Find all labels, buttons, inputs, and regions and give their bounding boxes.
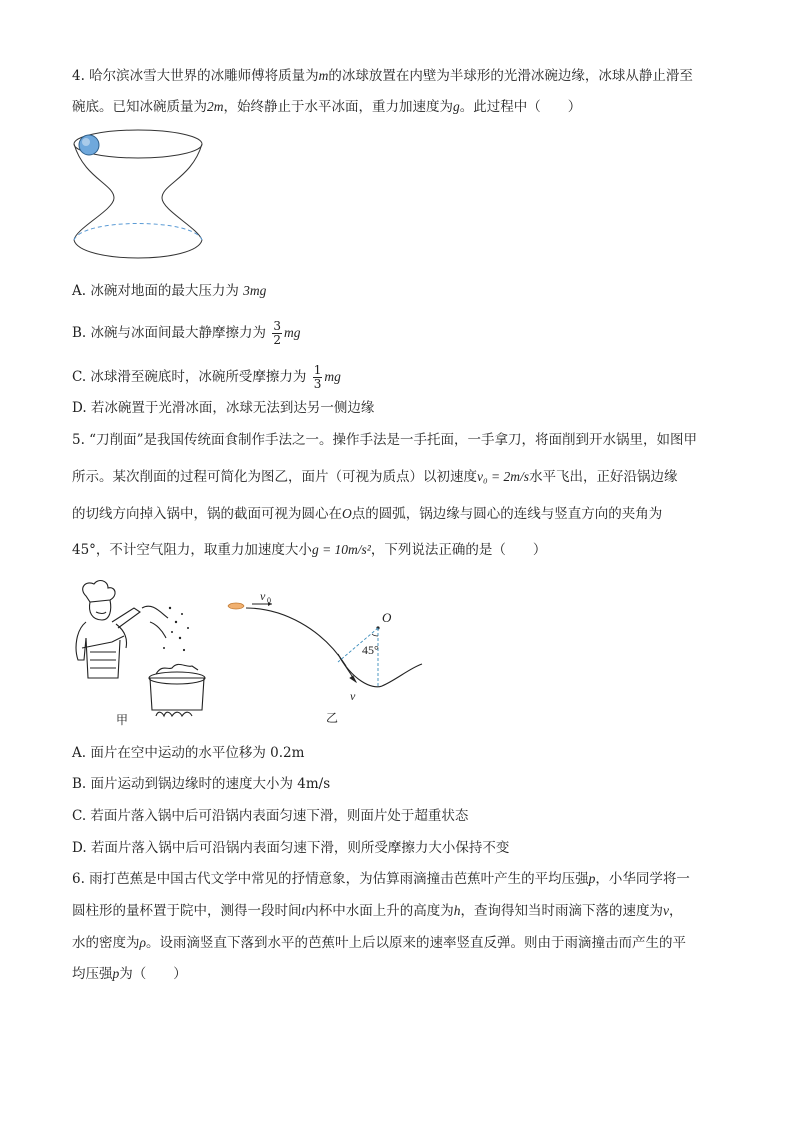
chef-face xyxy=(90,600,111,620)
q4-var-m: m xyxy=(318,68,329,83)
v-label: v xyxy=(350,689,356,703)
option-unit: mg xyxy=(283,325,301,340)
q6-var-t: t xyxy=(301,903,306,918)
q5-option-b[interactable] xyxy=(72,774,330,794)
q6-text: 内杯中水面上升的高度为 xyxy=(305,903,454,919)
figure-label-jia: 甲 xyxy=(116,713,129,727)
q4-text: ，始终静止于水平冰面，重力加速度为 xyxy=(223,99,453,115)
q5-g: g = 10m/s² xyxy=(311,542,371,557)
chef-body xyxy=(76,622,126,678)
option-text: C. 若面片落入锅中后可沿锅内表面匀速下滑，则面片处于超重状态 xyxy=(72,808,469,824)
fraction-numerator: 1 xyxy=(313,363,322,377)
q4-mass: 2m xyxy=(207,99,224,114)
q6-text: 水的密度为 xyxy=(72,935,140,951)
q6-text: 。设雨滴竖直下落到水平的芭蕉叶上后以原来的速率竖直反弹。则由于雨滴撞击而产生的平 xyxy=(145,935,686,951)
fraction-denominator: 3 xyxy=(313,377,322,391)
q4-line2 xyxy=(72,97,581,117)
q5-v0: v₀ = 2m/s xyxy=(477,469,530,484)
q5-line2 xyxy=(72,467,678,487)
q5-text: 5. “刀削面”是我国传统面食制作手法之一。操作手法是一手托面，一手拿刀，将面削到开水锅里，如图甲 xyxy=(72,432,697,448)
chef-figure xyxy=(72,578,222,728)
option-expr: 3mg xyxy=(243,283,267,298)
q6-var-h: h xyxy=(453,903,461,918)
figure-label-yi: 乙 xyxy=(326,711,339,725)
q5-option-c[interactable] xyxy=(72,806,468,826)
q4-text: 的冰球放置在内壁为半球形的光滑冰碗边缘，冰球从静止滑至 xyxy=(328,68,693,84)
q6-var-p: p xyxy=(588,871,596,886)
bowl-base-front xyxy=(74,240,202,258)
q5-text: 所示。某次削面的过程可简化为图乙，面片（可视为质点）以初速度 xyxy=(72,469,477,485)
q6-text: 圆柱形的量杯置于院中，测得一段时间 xyxy=(72,903,302,919)
flames xyxy=(156,712,192,716)
q6-line3 xyxy=(72,933,686,953)
fraction-numerator: 3 xyxy=(273,319,281,333)
option-text: D. 若面片落入锅中后可沿锅内表面匀速下滑，则所受摩擦力大小保持不变 xyxy=(72,840,510,856)
q6-text: 6. 雨打芭蕉是中国古代文学中常见的抒情意象，为估算雨滴撞击芭蕉叶产生的平均压强 xyxy=(72,871,589,887)
q6-text: 为（ ） xyxy=(119,966,187,982)
q6-var-p: p xyxy=(112,966,120,981)
v0-label: v xyxy=(260,589,266,603)
q5-line4 xyxy=(72,540,546,560)
trajectory-path xyxy=(246,608,346,666)
dough-piece xyxy=(228,603,244,609)
q5-option-a[interactable] xyxy=(72,743,304,763)
q4-option-d[interactable] xyxy=(72,398,374,418)
angle-label: 45° xyxy=(362,643,379,657)
angle-arc xyxy=(372,634,378,636)
fraction xyxy=(313,364,323,391)
option-text: B. 冰碗与冰面间最大静摩擦力为 xyxy=(72,325,267,341)
q4-text: 碗底。已知冰碗质量为 xyxy=(72,99,207,115)
q4-text: 。此过程中（ ） xyxy=(459,99,582,115)
q6-line2 xyxy=(72,901,683,921)
option-text: A. 面片在空中运动的水平位移为 0.2m xyxy=(72,745,305,761)
ball-highlight xyxy=(82,138,90,146)
q5-line3 xyxy=(72,504,662,524)
option-text: C. 冰球滑至碗底时，冰碗所受摩擦力为 xyxy=(72,369,307,385)
v0-subscript: 0 xyxy=(267,596,271,605)
q5-var-o: O xyxy=(342,506,352,521)
q5-text: 的切线方向掉入锅中，锅的截面可视为圆心在 xyxy=(72,506,342,522)
fraction xyxy=(272,320,282,347)
q4-line1 xyxy=(72,66,693,86)
q6-text: ，查询得知当时雨滴下落的速度为 xyxy=(460,903,664,919)
center-label: O xyxy=(382,610,392,625)
q6-var-v: v xyxy=(663,903,670,918)
option-unit: mg xyxy=(324,369,341,384)
option-text: B. 面片运动到锅边缘时的速度大小为 4m/s xyxy=(72,776,331,792)
q6-text: ， xyxy=(669,903,683,919)
ice-bowl-figure xyxy=(70,128,210,268)
option-text: D. 若冰碗置于光滑冰面，冰球无法到达另一侧边缘 xyxy=(72,400,375,416)
q4-var-g: g xyxy=(453,99,460,114)
q4-text: 4. 哈尔滨冰雪大世界的冰雕师傅将质量为 xyxy=(72,68,319,84)
option-text: A. 冰碗对地面的最大压力为 xyxy=(72,283,239,299)
bowl-base-back xyxy=(74,224,202,241)
q4-option-c[interactable] xyxy=(72,364,341,391)
q4-option-a[interactable] xyxy=(72,281,266,301)
q6-line1 xyxy=(72,869,690,889)
chef-hat xyxy=(83,581,115,602)
chef-knife xyxy=(112,608,140,628)
trajectory-figure xyxy=(222,588,432,728)
fraction-denominator: 2 xyxy=(273,333,281,347)
q5-text: 水平飞出，正好沿锅边缘 xyxy=(529,469,678,485)
ice-ball xyxy=(79,135,99,155)
q6-var-rho: ρ xyxy=(139,935,146,950)
q5-text: ，下列说法正确的是（ ） xyxy=(370,542,547,558)
q5-line1 xyxy=(72,430,697,450)
q5-text: 45°，不计空气阻力，取重力加速度大小 xyxy=(72,542,312,558)
q4-option-b[interactable] xyxy=(72,320,300,347)
q5-option-d[interactable] xyxy=(72,838,509,858)
q6-line4 xyxy=(72,964,187,984)
q5-text: 点的圆弧，锅边缘与圆心的连线与竖直方向的夹角为 xyxy=(351,506,663,522)
pot-arc xyxy=(338,654,422,687)
q6-text: 均压强 xyxy=(72,966,113,982)
q6-text: ，小华同学将一 xyxy=(595,871,690,887)
